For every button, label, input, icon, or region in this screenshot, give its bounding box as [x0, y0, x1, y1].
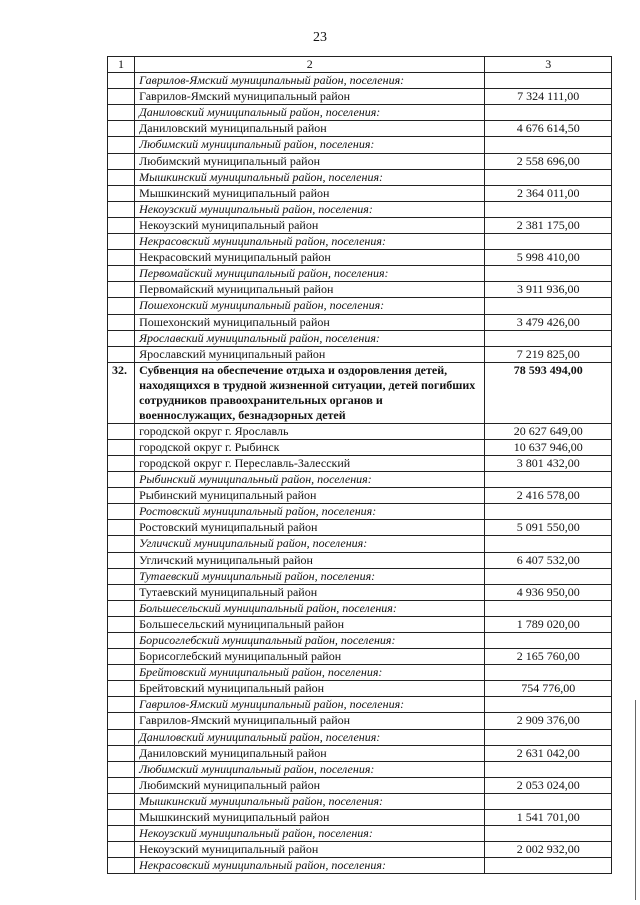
row-name-cell: Гаврилов-Ямский муниципальный район — [135, 713, 485, 729]
row-amount-cell: 2 053 024,00 — [485, 777, 612, 793]
row-number-cell — [108, 105, 135, 121]
row-amount-cell — [485, 729, 612, 745]
row-name-cell: городской округ г. Рыбинск — [135, 439, 485, 455]
row-name-cell: Ростовский муниципальный район, поселения: — [135, 504, 485, 520]
page-number: 23 — [313, 30, 327, 45]
row-amount-cell: 5 998 410,00 — [485, 250, 612, 266]
row-number-cell — [108, 552, 135, 568]
row-amount-cell — [485, 137, 612, 153]
row-name-cell: Любимский муниципальный район, поселения: — [135, 137, 485, 153]
table-row — [108, 745, 612, 761]
table-row — [108, 423, 612, 439]
row-name-cell: Даниловский муниципальный район — [135, 121, 485, 137]
row-number-cell — [108, 536, 135, 552]
row-amount-cell — [485, 633, 612, 649]
table-row-subheading — [108, 298, 612, 314]
row-name-cell: Некрасовский муниципальный район, поселения: — [135, 234, 485, 250]
table-row — [108, 552, 612, 568]
table-row — [108, 89, 612, 105]
row-name-cell: городской округ г. Ярославль — [135, 423, 485, 439]
row-number-cell — [108, 330, 135, 346]
row-number-cell — [108, 568, 135, 584]
table-row-subheading — [108, 633, 612, 649]
table-row — [108, 777, 612, 793]
row-amount-cell: 2 631 042,00 — [485, 745, 612, 761]
row-name-cell: Угличский муниципальный район — [135, 552, 485, 568]
table-row-subheading — [108, 826, 612, 842]
row-name-cell: Даниловский муниципальный район — [135, 745, 485, 761]
row-number-cell — [108, 488, 135, 504]
row-number-cell — [108, 600, 135, 616]
row-amount-cell: 7 219 825,00 — [485, 346, 612, 362]
row-name-cell: Гаврилов-Ямский муниципальный район, поселения: — [135, 73, 485, 89]
table-row — [108, 121, 612, 137]
row-name-cell: Любимский муниципальный район — [135, 153, 485, 169]
row-number-cell — [108, 121, 135, 137]
row-amount-cell — [485, 697, 612, 713]
row-name-cell: Субвенция на обеспечение отдыха и оздоровления детей, находящихся в трудной жизненной ситуации, детей погибших сотрудников правоохранительных органов и военнослужащих, безнадзорных детей — [135, 362, 485, 423]
header-col-3: 3 — [485, 57, 612, 73]
row-number-cell — [108, 455, 135, 471]
table-row-subheading — [108, 793, 612, 809]
table-row — [108, 520, 612, 536]
row-number-cell — [108, 584, 135, 600]
table-row — [108, 217, 612, 233]
row-name-cell: Тутаевский муниципальный район — [135, 584, 485, 600]
row-amount-cell — [485, 472, 612, 488]
row-number-cell — [108, 842, 135, 858]
scan-edge-line — [635, 700, 636, 900]
row-number-cell — [108, 777, 135, 793]
row-name-cell: Брейтовский муниципальный район, поселения: — [135, 665, 485, 681]
row-amount-cell — [485, 73, 612, 89]
table-row — [108, 713, 612, 729]
row-number-cell — [108, 201, 135, 217]
row-amount-cell: 1 789 020,00 — [485, 616, 612, 632]
budget-table-body — [108, 57, 612, 874]
row-name-cell: Ростовский муниципальный район — [135, 520, 485, 536]
row-amount-cell — [485, 105, 612, 121]
budget-table — [107, 56, 612, 874]
table-row-subheading — [108, 169, 612, 185]
row-amount-cell: 6 407 532,00 — [485, 552, 612, 568]
table-row — [108, 250, 612, 266]
table-row — [108, 681, 612, 697]
row-name-cell: Некоузский муниципальный район — [135, 842, 485, 858]
row-number-cell — [108, 298, 135, 314]
row-amount-cell: 3 801 432,00 — [485, 455, 612, 471]
header-col-2: 2 — [135, 57, 485, 73]
row-amount-cell: 3 911 936,00 — [485, 282, 612, 298]
table-row — [108, 185, 612, 201]
table-row — [108, 282, 612, 298]
row-amount-cell: 78 593 494,00 — [485, 362, 612, 423]
row-amount-cell — [485, 665, 612, 681]
row-amount-cell: 4 936 950,00 — [485, 584, 612, 600]
table-header-row — [108, 57, 612, 73]
table-row — [108, 616, 612, 632]
row-name-cell: Первомайский муниципальный район — [135, 282, 485, 298]
row-amount-cell: 2 558 696,00 — [485, 153, 612, 169]
row-number-cell — [108, 137, 135, 153]
row-number-cell — [108, 153, 135, 169]
row-amount-cell: 2 364 011,00 — [485, 185, 612, 201]
row-number-cell — [108, 185, 135, 201]
row-number-cell — [108, 472, 135, 488]
row-amount-cell: 4 676 614,50 — [485, 121, 612, 137]
row-number-cell — [108, 423, 135, 439]
row-name-cell: Ярославский муниципальный район, поселения: — [135, 330, 485, 346]
table-row — [108, 488, 612, 504]
row-name-cell: Мышкинский муниципальный район — [135, 810, 485, 826]
row-amount-cell — [485, 536, 612, 552]
table-row — [108, 810, 612, 826]
row-name-cell: Гаврилов-Ямский муниципальный район, поселения: — [135, 697, 485, 713]
table-row-subheading — [108, 105, 612, 121]
row-amount-cell: 2 165 760,00 — [485, 649, 612, 665]
row-number-cell — [108, 234, 135, 250]
row-amount-cell: 754 776,00 — [485, 681, 612, 697]
table-row-subheading — [108, 73, 612, 89]
row-amount-cell: 2 909 376,00 — [485, 713, 612, 729]
row-number-cell — [108, 314, 135, 330]
table-row-subheading — [108, 472, 612, 488]
table-row-subheading — [108, 665, 612, 681]
row-name-cell: Некоузский муниципальный район, поселения: — [135, 201, 485, 217]
row-amount-cell: 3 479 426,00 — [485, 314, 612, 330]
row-name-cell: Мышкинский муниципальный район, поселения: — [135, 793, 485, 809]
row-name-cell: Любимский муниципальный район, поселения: — [135, 761, 485, 777]
table-row-subheading — [108, 600, 612, 616]
table-row — [108, 346, 612, 362]
row-name-cell: Некоузский муниципальный район, поселения: — [135, 826, 485, 842]
row-number-cell — [108, 266, 135, 282]
row-amount-cell: 5 091 550,00 — [485, 520, 612, 536]
row-number-cell — [108, 665, 135, 681]
row-name-cell: Любимский муниципальный район — [135, 777, 485, 793]
row-amount-cell — [485, 761, 612, 777]
table-row-subheading — [108, 234, 612, 250]
row-number-cell — [108, 713, 135, 729]
row-number-cell — [108, 346, 135, 362]
row-number-cell — [108, 520, 135, 536]
table-row — [108, 584, 612, 600]
row-number-cell — [108, 761, 135, 777]
row-name-cell: Тутаевский муниципальный район, поселения: — [135, 568, 485, 584]
table-row — [108, 842, 612, 858]
table-row — [108, 649, 612, 665]
row-name-cell: Ярославский муниципальный район — [135, 346, 485, 362]
table-row-subheading — [108, 568, 612, 584]
row-number-cell — [108, 633, 135, 649]
table-row-subheading — [108, 504, 612, 520]
row-amount-cell — [485, 234, 612, 250]
row-amount-cell — [485, 266, 612, 282]
row-number-cell: 32. — [108, 362, 135, 423]
row-amount-cell: 7 324 111,00 — [485, 89, 612, 105]
table-row — [108, 153, 612, 169]
row-number-cell — [108, 217, 135, 233]
table-row-subheading — [108, 536, 612, 552]
row-name-cell: Даниловский муниципальный район, поселения: — [135, 729, 485, 745]
table-row-subheading — [108, 858, 612, 874]
row-name-cell: Первомайский муниципальный район, поселения: — [135, 266, 485, 282]
row-amount-cell: 1 541 701,00 — [485, 810, 612, 826]
row-name-cell: Большесельский муниципальный район — [135, 616, 485, 632]
row-amount-cell — [485, 826, 612, 842]
table-row — [108, 439, 612, 455]
row-number-cell — [108, 729, 135, 745]
row-number-cell — [108, 745, 135, 761]
row-number-cell — [108, 439, 135, 455]
row-amount-cell — [485, 600, 612, 616]
row-number-cell — [108, 858, 135, 874]
table-row-section — [108, 362, 612, 423]
row-name-cell: Борисоглебский муниципальный район, поселения: — [135, 633, 485, 649]
row-number-cell — [108, 89, 135, 105]
row-number-cell — [108, 810, 135, 826]
row-number-cell — [108, 282, 135, 298]
row-name-cell: Даниловский муниципальный район, поселения: — [135, 105, 485, 121]
row-name-cell: Некрасовский муниципальный район — [135, 250, 485, 266]
row-amount-cell — [485, 298, 612, 314]
row-number-cell — [108, 73, 135, 89]
row-name-cell: Пошехонский муниципальный район — [135, 314, 485, 330]
row-name-cell: Борисоглебский муниципальный район — [135, 649, 485, 665]
row-number-cell — [108, 649, 135, 665]
row-amount-cell: 20 627 649,00 — [485, 423, 612, 439]
row-name-cell: Брейтовский муниципальный район — [135, 681, 485, 697]
row-name-cell: Мышкинский муниципальный район — [135, 185, 485, 201]
row-amount-cell: 2 002 932,00 — [485, 842, 612, 858]
row-name-cell: Некоузский муниципальный район — [135, 217, 485, 233]
table-row-subheading — [108, 330, 612, 346]
row-amount-cell: 2 416 578,00 — [485, 488, 612, 504]
row-name-cell: городской округ г. Переславль-Залесский — [135, 455, 485, 471]
row-name-cell: Рыбинский муниципальный район — [135, 488, 485, 504]
row-number-cell — [108, 250, 135, 266]
table-row-subheading — [108, 697, 612, 713]
row-amount-cell — [485, 793, 612, 809]
table-row-subheading — [108, 729, 612, 745]
table-row-subheading — [108, 137, 612, 153]
row-number-cell — [108, 697, 135, 713]
row-name-cell: Гаврилов-Ямский муниципальный район — [135, 89, 485, 105]
row-number-cell — [108, 826, 135, 842]
row-amount-cell — [485, 201, 612, 217]
row-amount-cell: 10 637 946,00 — [485, 439, 612, 455]
row-name-cell: Рыбинский муниципальный район, поселения: — [135, 472, 485, 488]
row-amount-cell — [485, 858, 612, 874]
row-amount-cell — [485, 169, 612, 185]
table-row-subheading — [108, 761, 612, 777]
header-col-1: 1 — [108, 57, 135, 73]
row-name-cell: Угличский муниципальный район, поселения: — [135, 536, 485, 552]
row-number-cell — [108, 681, 135, 697]
table-row — [108, 314, 612, 330]
row-name-cell: Некрасовский муниципальный район, поселения: — [135, 858, 485, 874]
row-number-cell — [108, 793, 135, 809]
table-row — [108, 455, 612, 471]
row-name-cell: Мышкинский муниципальный район, поселения: — [135, 169, 485, 185]
table-row-subheading — [108, 266, 612, 282]
row-amount-cell: 2 381 175,00 — [485, 217, 612, 233]
row-name-cell: Большесельский муниципальный район, поселения: — [135, 600, 485, 616]
row-number-cell — [108, 169, 135, 185]
row-amount-cell — [485, 504, 612, 520]
row-amount-cell — [485, 330, 612, 346]
row-number-cell — [108, 616, 135, 632]
row-amount-cell — [485, 568, 612, 584]
row-name-cell: Пошехонский муниципальный район, поселения: — [135, 298, 485, 314]
row-number-cell — [108, 504, 135, 520]
table-row-subheading — [108, 201, 612, 217]
